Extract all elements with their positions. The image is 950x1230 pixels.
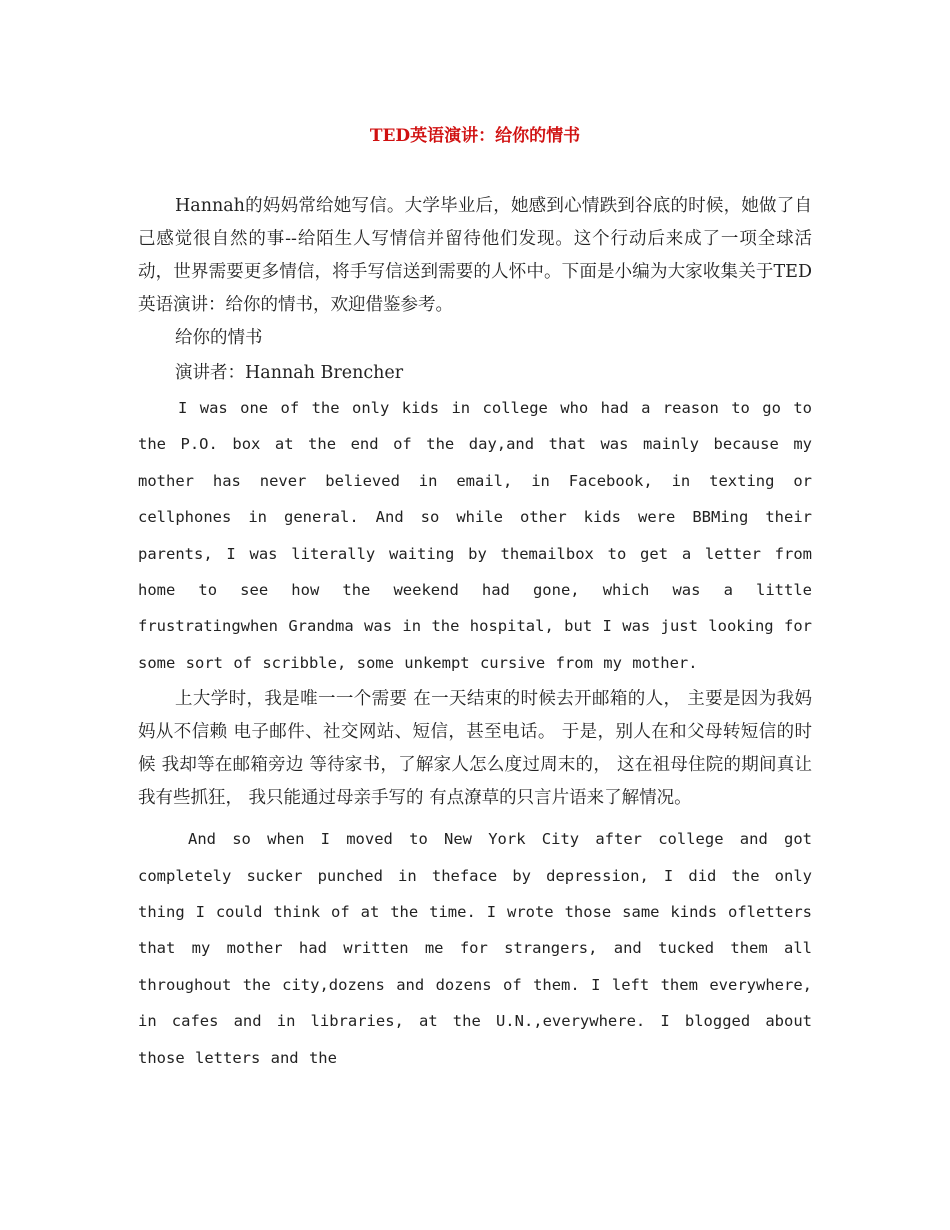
intro-paragraph: Hannah的妈妈常给她写信。大学毕业后，她感到心情跌到谷底的时候，她做了自己感觉很自然的事--给陌生人写情信并留待他们发现。这个行动后来成了一项全球活动，世界需要更多情信，将手写信送到需要的人怀中。下面是小编为大家收集关于TED英语演讲：给你的情书，欢迎借鉴参考。 <box>138 196 812 315</box>
chinese-paragraph-1: 上大学时，我是唯一一个需要 在一天结束的时候去开邮箱的人， 主要是因为我妈妈从不信赖 电子邮件、社交网站、短信，甚至电话。 于是，别人在和父母转短信的时候 我却等在邮箱旁边 等待家书，了解家人怎么度过周末的， 这在祖母住院的期间真让我有些抓狂， 我只能通过母亲手写的 有点潦草的只言片语来了解情况。 <box>138 689 812 809</box>
english-paragraph-1: I was one of the only kids in college who had a reason to go to the P.O. box at the end of the day,and that was mainly because my mother has never believed in email, in Facebook, in texting or cellphones in general. And so while other kids were BBMing their parents, I was literally waiting by themailbox to get a letter from home to see how the weekend had gone, which was a little frustratingwhen Grandma was in the hospital, but I was just looking for some sort of scribble, some unkempt cursive from my mother. <box>138 399 812 672</box>
english-paragraph-2: And so when I moved to New York City after college and got completely sucker punched in theface by depression, I did the only thing I could think of at the time. I wrote those same kinds ofletters that my mother had written me for strangers, and tucked them all throughout the city,dozens and dozens of them. I left them everywhere, in cafes and in libraries, at the U.N.,everywhere. I blogged about those letters and the <box>138 830 812 1067</box>
document-title: TED英语演讲：给你的情书 <box>369 126 581 146</box>
document-body <box>138 190 812 1076</box>
speaker-line: 演讲者：Hannah Brencher <box>175 363 404 383</box>
subtitle-line: 给你的情书 <box>175 328 263 348</box>
